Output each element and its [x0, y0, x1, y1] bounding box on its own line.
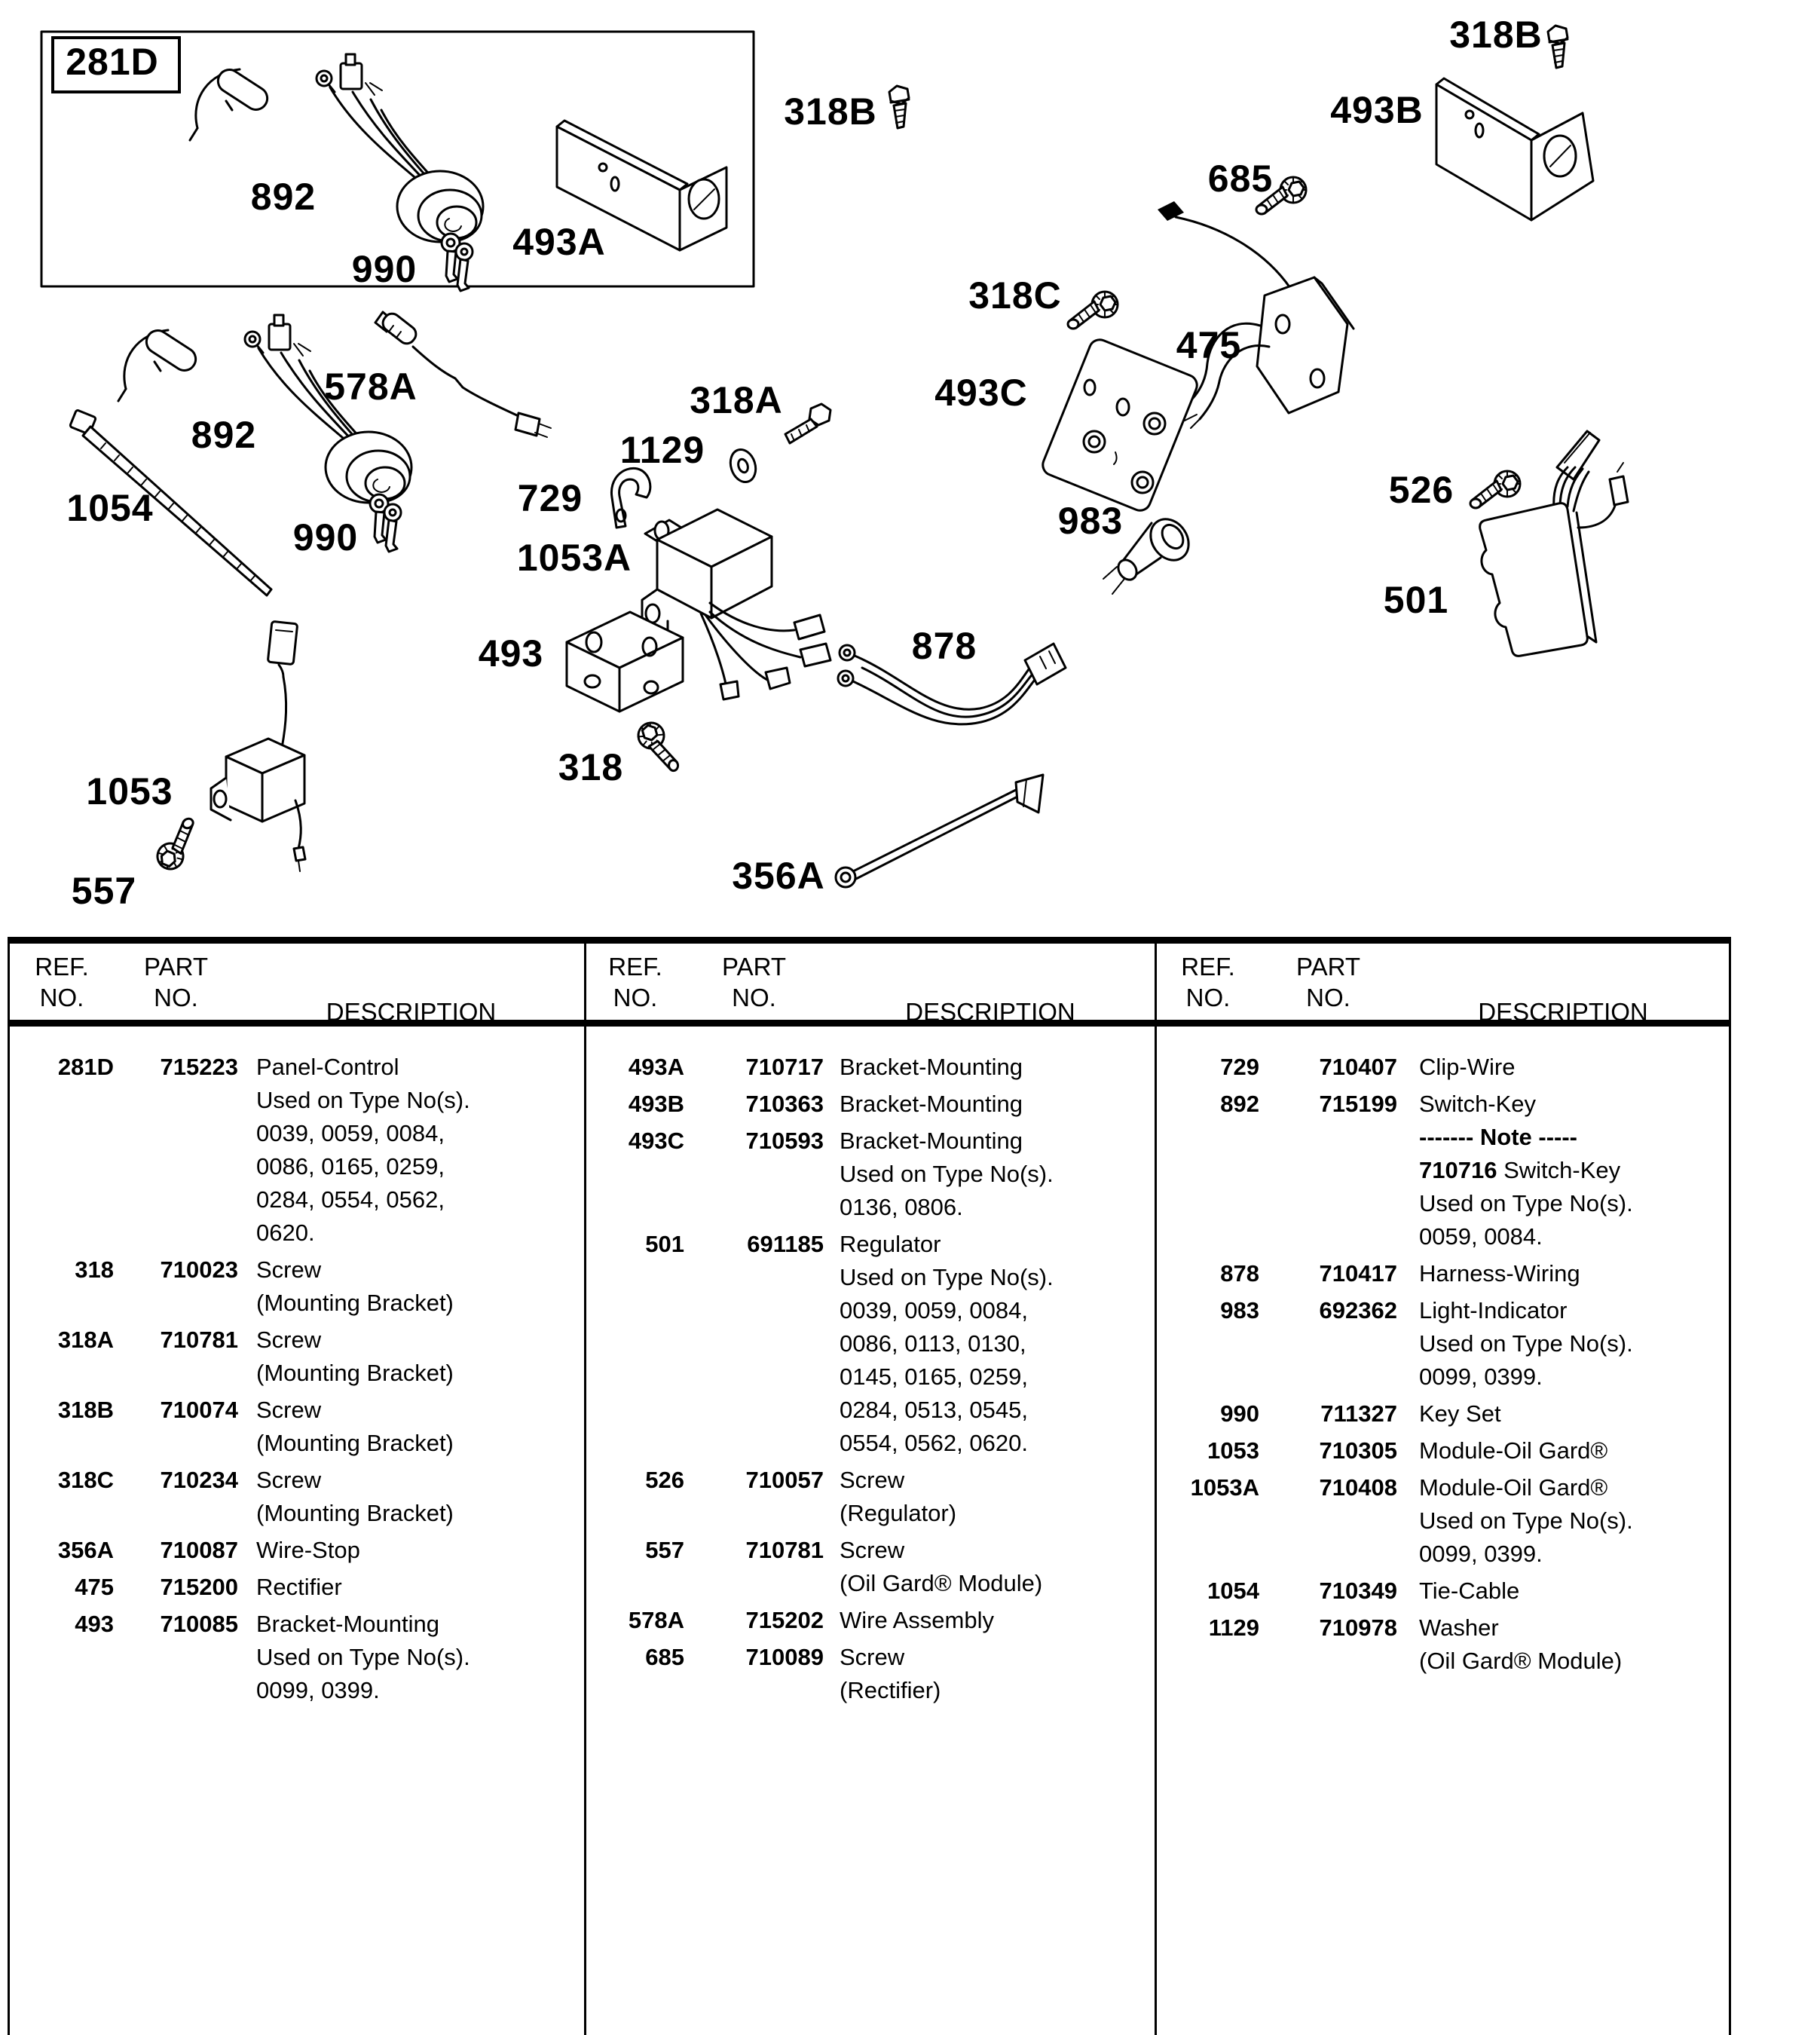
part-no: 710023: [160, 1256, 238, 1283]
description: [1397, 1574, 1729, 1608]
column-entries: [1157, 1027, 1729, 1682]
part-row-1054: [1157, 1574, 1729, 1608]
description-line: Used on Type No(s).: [1419, 1507, 1633, 1534]
part-no: 691185: [747, 1231, 824, 1257]
description-line: (Mounting Bracket): [256, 1500, 454, 1526]
description: [824, 1088, 1157, 1121]
part-no: 710781: [160, 1327, 238, 1353]
description-line: Screw: [256, 1327, 322, 1353]
ref-no: 1053A: [1190, 1474, 1259, 1501]
part-row-501: [586, 1228, 1157, 1460]
description: [238, 1051, 584, 1250]
callout-526: 526: [1388, 469, 1454, 511]
part-row-281d: [10, 1051, 584, 1250]
description-line: Screw: [256, 1397, 322, 1423]
part-row-557: [586, 1534, 1157, 1600]
description: [824, 1125, 1157, 1224]
description-line: 0099, 0399.: [256, 1677, 380, 1703]
part-no: 710305: [1319, 1437, 1397, 1464]
callout-318b: 318B: [784, 90, 877, 133]
ref-no: 983: [1220, 1297, 1259, 1324]
part-row-318: [10, 1253, 584, 1320]
description: [1397, 1051, 1729, 1084]
description-line: Panel-Control: [256, 1054, 399, 1080]
callout-318: 318: [558, 746, 624, 788]
description-line: 0145, 0165, 0259,: [840, 1363, 1028, 1390]
callout-990: 990: [351, 248, 418, 290]
part-no: 710057: [745, 1467, 824, 1493]
header-description: DESCRIPTION: [326, 998, 497, 1026]
parts-line-art: [0, 0, 1820, 937]
header-ref: REF.: [608, 953, 662, 981]
header-ref-no: NO.: [613, 984, 658, 1011]
description-line: 0059, 0084.: [1419, 1223, 1543, 1250]
part-no: 710085: [160, 1611, 238, 1637]
description-line: Used on Type No(s).: [1419, 1190, 1633, 1216]
part-row-318c: [10, 1464, 584, 1530]
description-line: Module-Oil Gard®: [1419, 1474, 1608, 1501]
description-line: Rectifier: [256, 1574, 342, 1600]
part-no: 710593: [745, 1128, 824, 1154]
part-row-983: [1157, 1294, 1729, 1394]
column-entries: [586, 1027, 1157, 1711]
parts-table: [8, 937, 1731, 2035]
part-no: 711327: [1320, 1400, 1397, 1427]
description-line: Used on Type No(s).: [1419, 1330, 1633, 1357]
ref-no: 475: [75, 1574, 114, 1600]
description: [238, 1394, 584, 1460]
description-line: Bracket-Mounting: [840, 1054, 1023, 1080]
ref-no: 557: [645, 1537, 684, 1563]
description-line: 0099, 0399.: [1419, 1541, 1543, 1567]
description-line: Screw: [256, 1256, 322, 1283]
part-no: 715223: [160, 1054, 238, 1080]
callout-475: 475: [1176, 324, 1242, 366]
part-no: 692362: [1319, 1297, 1397, 1324]
callout-281d: 281D: [66, 41, 159, 83]
ref-no: 356A: [57, 1537, 114, 1563]
part-no: 710234: [160, 1467, 238, 1493]
description: [824, 1464, 1157, 1530]
part-no-header: [684, 951, 824, 1027]
ref-no: 318B: [57, 1397, 114, 1423]
header-description: DESCRIPTION: [905, 998, 1075, 1026]
description: [238, 1534, 584, 1567]
callout-1053a: 1053A: [516, 537, 632, 579]
screw-318c-drawing: [1068, 292, 1118, 329]
header-ref-no: NO.: [1185, 984, 1231, 1011]
description-line: Clip-Wire: [1419, 1054, 1516, 1080]
part-row-578a: [586, 1604, 1157, 1637]
ref-no: 729: [1220, 1054, 1259, 1080]
part-row-493: [10, 1608, 584, 1707]
description-line: 0284, 0513, 0545,: [840, 1397, 1028, 1423]
ref-no-header: [1157, 951, 1259, 1027]
ref-no: 493B: [628, 1091, 684, 1117]
ref-no: 318: [75, 1256, 114, 1283]
description: [1397, 1611, 1729, 1678]
ref-no: 1129: [1208, 1614, 1259, 1641]
description: [1397, 1257, 1729, 1290]
part-row-1053a: [1157, 1471, 1729, 1571]
exploded-parts-diagram: [0, 0, 1820, 937]
description-line: (Oil Gard® Module): [840, 1570, 1043, 1596]
callout-685: 685: [1207, 158, 1274, 200]
header-part-no: NO.: [732, 984, 776, 1011]
washer-1129-drawing: [726, 446, 760, 485]
description-line: Used on Type No(s).: [256, 1644, 470, 1670]
part-row-318b: [10, 1394, 584, 1460]
callout-557: 557: [71, 870, 137, 912]
description: [238, 1608, 584, 1707]
description-line: 0620.: [256, 1219, 315, 1246]
description-line: (Mounting Bracket): [256, 1360, 454, 1386]
callout-318a: 318A: [690, 379, 783, 421]
ref-no: 878: [1220, 1260, 1259, 1287]
clip-729-drawing: [611, 468, 650, 528]
part-no: 710363: [745, 1091, 824, 1117]
callout-892: 892: [250, 176, 317, 218]
part-no: 710074: [160, 1397, 238, 1423]
description-line: Light-Indicator: [1419, 1297, 1568, 1324]
table-column-3: [1155, 944, 1729, 2035]
callout-578a: 578A: [324, 366, 418, 408]
part-row-526: [586, 1464, 1157, 1530]
header-part-no: NO.: [154, 984, 198, 1011]
part-row-1053: [1157, 1434, 1729, 1467]
header-part: PART: [1296, 953, 1360, 981]
key-switch-892-drawing: [190, 54, 483, 291]
part-row-685: [586, 1641, 1157, 1707]
part-no: 710089: [745, 1644, 824, 1670]
ref-no-header: [10, 951, 114, 1027]
part-no: 710781: [745, 1537, 824, 1563]
ref-no: 990: [1220, 1400, 1259, 1427]
ref-no: 892: [1220, 1091, 1259, 1117]
part-no: 715202: [745, 1607, 824, 1633]
ref-no: 281D: [57, 1054, 114, 1080]
description-line: 0086, 0165, 0259,: [256, 1153, 445, 1180]
description-line: 0136, 0806.: [840, 1194, 963, 1220]
callout-318b: 318B: [1449, 14, 1543, 56]
description: [238, 1571, 584, 1604]
description-line: Used on Type No(s).: [840, 1161, 1054, 1187]
description: [1397, 1397, 1729, 1431]
callout-990: 990: [292, 516, 359, 558]
header-description: DESCRIPTION: [1478, 998, 1648, 1026]
ref-no: 685: [645, 1644, 684, 1670]
description-line: Used on Type No(s).: [840, 1264, 1054, 1290]
screw-318a-drawing: [785, 404, 830, 443]
header-part: PART: [144, 953, 208, 981]
part-row-493a: [586, 1051, 1157, 1084]
key-switch-892-drawing-2: [118, 315, 411, 552]
part-row-892: [1157, 1088, 1729, 1253]
callout-501: 501: [1383, 579, 1449, 621]
description-line: 0039, 0059, 0084,: [256, 1120, 445, 1146]
ref-no-header: [586, 951, 684, 1027]
description: [238, 1464, 584, 1530]
callout-1054: 1054: [66, 487, 154, 529]
table-column-2: [584, 944, 1157, 2035]
ref-no: 526: [645, 1467, 684, 1493]
callout-493a: 493A: [512, 221, 606, 263]
description-line: 0284, 0554, 0562,: [256, 1186, 445, 1213]
ref-no: 493: [75, 1611, 114, 1637]
callout-729: 729: [517, 477, 583, 519]
table-header: [10, 944, 584, 1027]
description-line: Screw: [840, 1644, 905, 1670]
ref-no: 1053: [1207, 1437, 1259, 1464]
description-line: 0039, 0059, 0084,: [840, 1297, 1028, 1324]
screw-318-drawing: [638, 721, 679, 773]
description-line: ------- Note -----: [1419, 1124, 1577, 1150]
table-header: [1157, 944, 1729, 1027]
description: [824, 1051, 1157, 1084]
description-line: Bracket-Mounting: [840, 1091, 1023, 1117]
description: [824, 1641, 1157, 1707]
description-line: (Oil Gard® Module): [1419, 1648, 1623, 1674]
description-line: Wire Assembly: [840, 1607, 994, 1633]
description: [824, 1604, 1157, 1637]
part-no: 710349: [1319, 1578, 1397, 1604]
description-line: 0554, 0562, 0620.: [840, 1430, 1028, 1456]
part-no: 715200: [160, 1574, 238, 1600]
ref-no: 493A: [628, 1054, 684, 1080]
callout-356a: 356A: [732, 855, 825, 897]
wire-stop-356a-drawing: [836, 775, 1043, 887]
part-row-475: [10, 1571, 584, 1604]
description-line: Screw: [840, 1537, 905, 1563]
header-ref: REF.: [1181, 953, 1235, 981]
column-entries: [10, 1027, 584, 1711]
part-no-header: [1259, 951, 1397, 1027]
part-row-318a: [10, 1324, 584, 1390]
table-header: [586, 944, 1157, 1027]
part-no: 710978: [1319, 1614, 1397, 1641]
description-line: Switch-Key: [1419, 1091, 1537, 1117]
ref-no: 578A: [628, 1607, 684, 1633]
part-row-493b: [586, 1088, 1157, 1121]
description: [1397, 1471, 1729, 1571]
part-no-header: [114, 951, 238, 1027]
description: [824, 1534, 1157, 1600]
module-1053-drawing: [211, 621, 305, 871]
description: [1397, 1294, 1729, 1394]
description-line: (Regulator): [840, 1500, 957, 1526]
part-row-356a: [10, 1534, 584, 1567]
ref-no: 1054: [1207, 1578, 1259, 1604]
description: [238, 1324, 584, 1390]
description-line: 710716 Switch-Key: [1419, 1157, 1621, 1183]
callout-1053: 1053: [86, 770, 173, 812]
part-row-493c: [586, 1125, 1157, 1224]
description-line: Screw: [256, 1467, 322, 1493]
part-row-1129: [1157, 1611, 1729, 1678]
screw-318b-drawing-2: [1548, 26, 1568, 68]
description-line: Screw: [840, 1467, 905, 1493]
description-line: Bracket-Mounting: [256, 1611, 439, 1637]
part-no: 710408: [1319, 1474, 1397, 1501]
description-line: Washer: [1419, 1614, 1499, 1641]
description-line: Regulator: [840, 1231, 941, 1257]
description-line: Harness-Wiring: [1419, 1260, 1580, 1287]
screw-557-drawing: [147, 817, 209, 874]
callout-318c: 318C: [968, 274, 1062, 317]
screw-318b-drawing: [889, 86, 909, 128]
description: [1397, 1434, 1729, 1467]
ref-no: 318C: [57, 1467, 114, 1493]
description-line: (Mounting Bracket): [256, 1290, 454, 1316]
description-line: 0086, 0113, 0130,: [840, 1330, 1026, 1357]
header-part-no: NO.: [1306, 984, 1350, 1011]
description-line: Tie-Cable: [1419, 1578, 1520, 1604]
table-column-1: [10, 944, 584, 2035]
part-row-990: [1157, 1397, 1729, 1431]
header-part: PART: [722, 953, 786, 981]
ref-no: 318A: [57, 1327, 114, 1353]
regulator-501-drawing: [1480, 431, 1628, 656]
description-line: Bracket-Mounting: [840, 1128, 1023, 1154]
callout-892: 892: [191, 414, 257, 456]
description-line: Module-Oil Gard®: [1419, 1437, 1608, 1464]
part-no: 710087: [160, 1537, 238, 1563]
header-ref: REF.: [35, 953, 89, 981]
part-no: 710717: [745, 1054, 824, 1080]
part-no: 710407: [1319, 1054, 1397, 1080]
callout-1129: 1129: [619, 429, 705, 471]
callout-878: 878: [911, 625, 977, 667]
ref-no: 493C: [628, 1128, 684, 1154]
part-no: 710417: [1319, 1260, 1397, 1287]
description: [1397, 1088, 1729, 1253]
description-line: 0099, 0399.: [1419, 1363, 1543, 1390]
description: [238, 1253, 584, 1320]
description-line: Used on Type No(s).: [256, 1087, 470, 1113]
description-line: (Rectifier): [840, 1677, 941, 1703]
part-no: 715199: [1319, 1091, 1397, 1117]
header-ref-no: NO.: [39, 984, 84, 1011]
part-row-729: [1157, 1051, 1729, 1084]
description-line: (Mounting Bracket): [256, 1430, 454, 1456]
callout-493b: 493B: [1330, 89, 1424, 131]
ref-no: 501: [645, 1231, 684, 1257]
screw-526-drawing: [1470, 471, 1520, 508]
description-line: Wire-Stop: [256, 1537, 360, 1563]
description: [824, 1228, 1157, 1460]
callout-493: 493: [478, 632, 544, 675]
part-row-878: [1157, 1257, 1729, 1290]
bracket-493b-drawing: [1436, 78, 1593, 220]
callout-493c: 493C: [934, 372, 1028, 414]
callout-983: 983: [1057, 500, 1124, 542]
description-line: Key Set: [1419, 1400, 1501, 1427]
